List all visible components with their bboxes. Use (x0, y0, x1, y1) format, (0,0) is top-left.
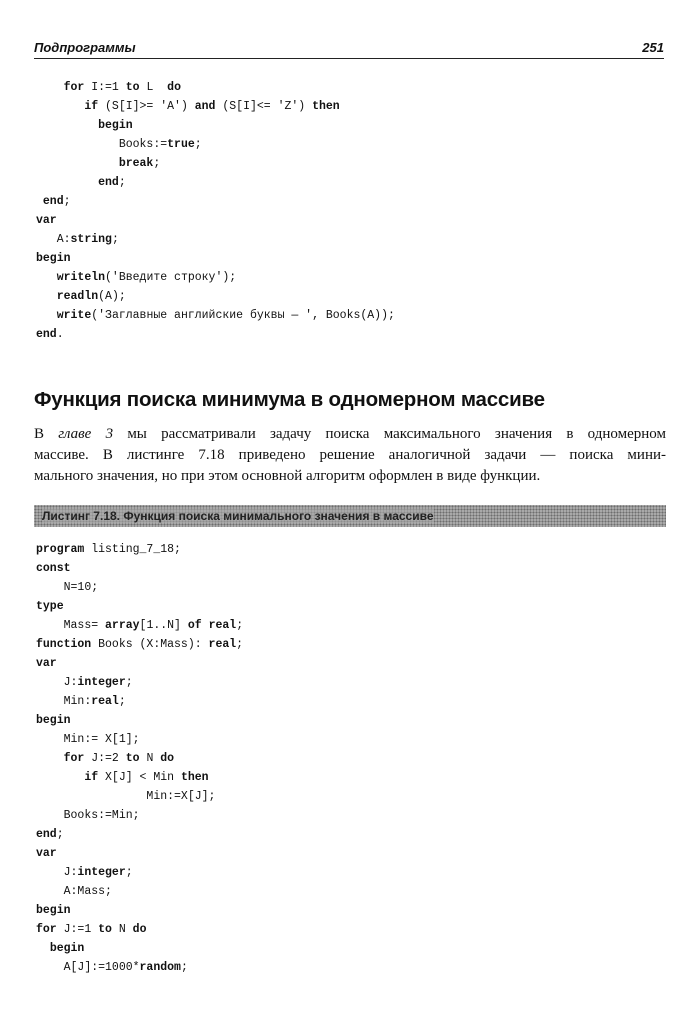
code-keyword: var (36, 214, 57, 227)
code-text: Books (X:Mass): (91, 638, 209, 651)
code-text: Books:= (118, 138, 168, 151)
code-text: ; (63, 195, 71, 208)
code-keyword: break (118, 157, 154, 170)
code-keyword: end (42, 195, 64, 208)
code-keyword: readln (56, 290, 99, 303)
code-keyword: type (36, 600, 64, 613)
code-keyword: real (208, 638, 237, 651)
code-text: A:Mass; (63, 885, 112, 898)
code-text: Min:=X[J]; (146, 790, 216, 803)
code-keyword: for (63, 81, 85, 94)
code-line (36, 920, 243, 939)
code-keyword: to (98, 923, 112, 936)
code-keyword: const (36, 562, 71, 575)
code-line (36, 268, 395, 287)
code-keyword: do (160, 752, 175, 765)
page-number: 251 (642, 40, 664, 55)
body-paragraph (34, 424, 666, 487)
code-text: ; (153, 157, 161, 170)
code-keyword: do (167, 81, 181, 94)
code-text: J:=2 (84, 752, 126, 765)
code-keyword: var (36, 847, 57, 860)
code-text: ; (180, 961, 188, 974)
code-line (36, 135, 395, 154)
code-text: N (139, 752, 161, 765)
code-keyword: to (125, 81, 140, 94)
code-line (36, 901, 243, 920)
code-text: J: (63, 866, 78, 879)
code-text: ; (56, 828, 64, 841)
code-block-top (36, 78, 395, 344)
code-keyword: begin (49, 942, 85, 955)
code-text: I:=1 (84, 81, 126, 94)
code-line (36, 825, 243, 844)
code-text: ('Введите строку'); (105, 271, 237, 284)
code-text: ; (118, 695, 126, 708)
code-line (36, 711, 243, 730)
code-text: N=10; (63, 581, 99, 594)
code-keyword: if (84, 100, 99, 113)
code-text: (S[I]>= 'A') (98, 100, 195, 113)
code-text: L (139, 81, 168, 94)
code-line (36, 230, 395, 249)
code-text: ; (125, 866, 133, 879)
code-keyword: array (105, 619, 140, 632)
code-keyword: to (125, 752, 140, 765)
code-keyword: random (139, 961, 181, 974)
code-line (36, 597, 243, 616)
listing-caption-bar (34, 505, 666, 527)
running-header (34, 40, 664, 59)
code-line (36, 78, 395, 97)
code-text: Min:= X[1]; (63, 733, 140, 746)
code-keyword: real (91, 695, 119, 708)
code-line (36, 787, 243, 806)
code-line (36, 882, 243, 901)
code-keyword: var (36, 657, 57, 670)
code-line (36, 325, 395, 344)
code-keyword: program (36, 543, 85, 556)
code-keyword: true (167, 138, 195, 151)
code-line (36, 635, 243, 654)
listing-caption: Листинг 7.18. Функция поиска минимального значения в массиве (42, 509, 434, 523)
code-keyword: begin (36, 714, 71, 727)
code-text: A[J]:=1000* (63, 961, 140, 974)
code-text: [1..N] (139, 619, 188, 632)
code-line (36, 863, 243, 882)
code-text: ; (111, 233, 119, 246)
paragraph-text: мального значения, но при этом основной алгоритм оформлен в виде функции. (34, 468, 541, 484)
code-text: Mass= (63, 619, 106, 632)
code-line (36, 540, 243, 559)
emphasis-text: главе 3 (58, 426, 114, 442)
code-text: Books:=Min; (63, 809, 140, 822)
code-line (36, 192, 395, 211)
code-line (36, 692, 243, 711)
paragraph-line (34, 445, 666, 466)
code-keyword: of (187, 619, 202, 632)
paragraph-text: мы рассматривали задачу поиска максимального значения в одномерном (113, 426, 666, 442)
code-line (36, 578, 243, 597)
code-line (36, 249, 395, 268)
code-text: (A); (98, 290, 126, 303)
code-line (36, 97, 395, 116)
code-text: ; (118, 176, 126, 189)
code-text: J: (63, 676, 78, 689)
code-text: ('Заглавные английские буквы — ', Books(A)); (91, 309, 395, 322)
code-text: ; (236, 619, 244, 632)
code-text: . (56, 328, 64, 341)
code-line (36, 173, 395, 192)
code-text: X[J] < Min (98, 771, 181, 784)
code-line (36, 749, 243, 768)
code-keyword: end (36, 328, 57, 341)
code-keyword: end (36, 828, 57, 841)
code-keyword: begin (36, 252, 71, 265)
code-line (36, 559, 243, 578)
paragraph-line (34, 424, 666, 445)
code-line (36, 806, 243, 825)
code-line (36, 844, 243, 863)
code-text: A: (56, 233, 71, 246)
code-keyword: integer (77, 866, 126, 879)
code-line (36, 730, 243, 749)
code-line (36, 116, 395, 135)
code-line (36, 958, 243, 977)
code-keyword: real (208, 619, 237, 632)
code-line (36, 768, 243, 787)
code-keyword: end (98, 176, 119, 189)
paragraph-line (34, 466, 666, 487)
code-keyword: do (132, 923, 147, 936)
code-text: listing_7_18; (84, 543, 181, 556)
code-keyword: then (312, 100, 340, 113)
code-block-listing (36, 540, 243, 977)
code-text: ; (194, 138, 202, 151)
code-line (36, 939, 243, 958)
code-line (36, 211, 395, 230)
code-line (36, 287, 395, 306)
code-line (36, 306, 395, 325)
code-keyword: write (56, 309, 92, 322)
code-keyword: function (36, 638, 92, 651)
code-text: ; (236, 638, 244, 651)
code-line (36, 673, 243, 692)
section-heading: Функция поиска минимума в одномерном массиве (34, 388, 545, 411)
code-keyword: string (70, 233, 112, 246)
code-text: ; (125, 676, 133, 689)
code-text: Min: (63, 695, 92, 708)
paragraph-text: В (34, 426, 59, 442)
code-keyword: integer (77, 676, 126, 689)
code-keyword: begin (98, 119, 133, 132)
code-text: (S[I]<= 'Z') (215, 100, 313, 113)
paragraph-text: массиве. В листинге 7.18 приведено решение аналогичной задачи — поиска мини- (34, 447, 666, 463)
code-keyword: for (36, 923, 57, 936)
code-text: J:=1 (56, 923, 99, 936)
code-text (202, 619, 209, 632)
code-keyword: writeln (56, 271, 106, 284)
code-line (36, 616, 243, 635)
section-title: Подпрограммы (34, 40, 136, 55)
code-line (36, 154, 395, 173)
code-keyword: for (63, 752, 85, 765)
code-keyword: then (180, 771, 209, 784)
code-text: N (111, 923, 133, 936)
code-keyword: begin (36, 904, 71, 917)
code-line (36, 654, 243, 673)
code-keyword: and (194, 100, 216, 113)
code-keyword: if (84, 771, 99, 784)
